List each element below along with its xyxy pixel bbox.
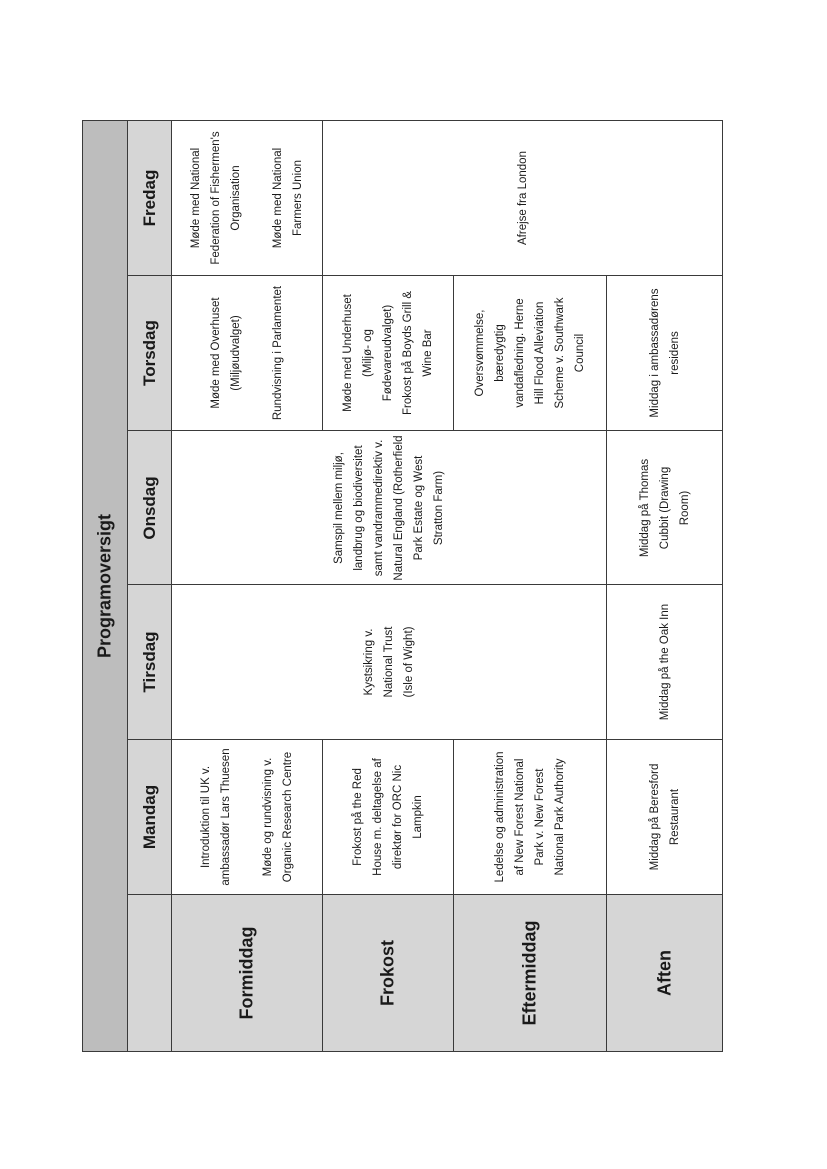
program-item: Middag på the Oak Inn xyxy=(658,603,671,721)
row-header-aften xyxy=(606,894,723,1052)
cell-mandag-frokost xyxy=(322,739,454,895)
row-header-formiddag xyxy=(171,894,323,1052)
program-item: Frokost på Boyds Grill & Wine Bar xyxy=(402,291,434,415)
day-label: Torsdag xyxy=(139,320,159,386)
cell-torsdag-frokost xyxy=(322,275,454,431)
row-header-eftermiddag xyxy=(453,894,607,1052)
row-header-frokost xyxy=(322,894,454,1052)
cell-tirsdag-aften xyxy=(606,584,723,740)
program-item: Rundvisning i Parlamentet xyxy=(272,285,284,421)
cell-onsdag-dag xyxy=(171,430,607,585)
row-label: Aften xyxy=(654,950,674,996)
program-item: Middag i ambassadørens residens xyxy=(648,288,681,418)
program-item: Middag på Beresford Restaurant xyxy=(648,763,681,871)
program-item: Kystsikring v. National Trust xyxy=(363,626,395,698)
day-label: Fredag xyxy=(139,169,159,227)
cell-fredag-rest xyxy=(322,120,723,276)
cell-torsdag-formiddag xyxy=(171,275,323,431)
day-header-tirsdag xyxy=(127,584,172,740)
row-label: Eftermiddag xyxy=(519,920,540,1026)
row-label: Formiddag xyxy=(236,926,257,1020)
day-header-fredag xyxy=(127,120,172,276)
program-item-location: (Isle of Wight) xyxy=(403,626,415,698)
program-item: Møde med Underhuset (Miljø- og Fødevareudvalget) xyxy=(342,294,394,412)
page-title: Programoversigt xyxy=(94,513,115,659)
cell-torsdag-eftermiddag xyxy=(453,275,607,431)
program-item: Møde med National Federation of Fishermen's Organisation xyxy=(190,131,242,265)
day-header-mandag xyxy=(127,739,172,895)
day-label: Tirsdag xyxy=(139,631,159,693)
program-item: Oversvømmelse, bæredygtig vandafledning. Herne Hill Flood Alleviation Scheme v. Southwark Council xyxy=(474,297,586,409)
program-item: Samspil mellem miljø, landbrug og biodiversitet samt vandrammedirektiv v. Natural England (Rotherfield Park Estate og West Stratton Farm) xyxy=(333,434,445,581)
program-item: Møde og rundvisning v. Organic Research Centre xyxy=(262,751,294,883)
day-label: Mandag xyxy=(139,784,159,850)
cell-tirsdag-dag xyxy=(171,584,607,740)
cell-mandag-aften xyxy=(606,739,723,895)
day-header-onsdag xyxy=(127,430,172,585)
program-item: Ledelse og administration af New Forest National Park v. New Forest National Park Authority xyxy=(494,751,566,883)
row-label: Frokost xyxy=(377,940,398,1007)
header-corner xyxy=(127,894,172,1052)
cell-torsdag-aften xyxy=(606,275,723,431)
cell-mandag-eftermiddag xyxy=(453,739,607,895)
program-item: Middag på Thomas Cubbit (Drawing Room) xyxy=(638,458,691,557)
day-header-torsdag xyxy=(127,275,172,431)
program-item: Møde med National Farmers Union xyxy=(272,147,304,249)
program-item: Introduktion til UK v. ambassadør Lars Thuesen xyxy=(200,748,232,886)
program-item: Møde med Overhuset (Miljøudvalget) xyxy=(210,297,242,409)
day-label: Onsdag xyxy=(139,475,159,540)
cell-onsdag-aften xyxy=(606,430,723,585)
program-item: Afrejse fra London xyxy=(516,151,529,245)
program-item: Frokost på the Red House m. deltagelse af direktør for ORC Nic Lampkin xyxy=(352,758,424,876)
cell-fredag-formiddag xyxy=(171,120,323,276)
title-cell xyxy=(82,120,128,1052)
cell-mandag-formiddag xyxy=(171,739,323,895)
